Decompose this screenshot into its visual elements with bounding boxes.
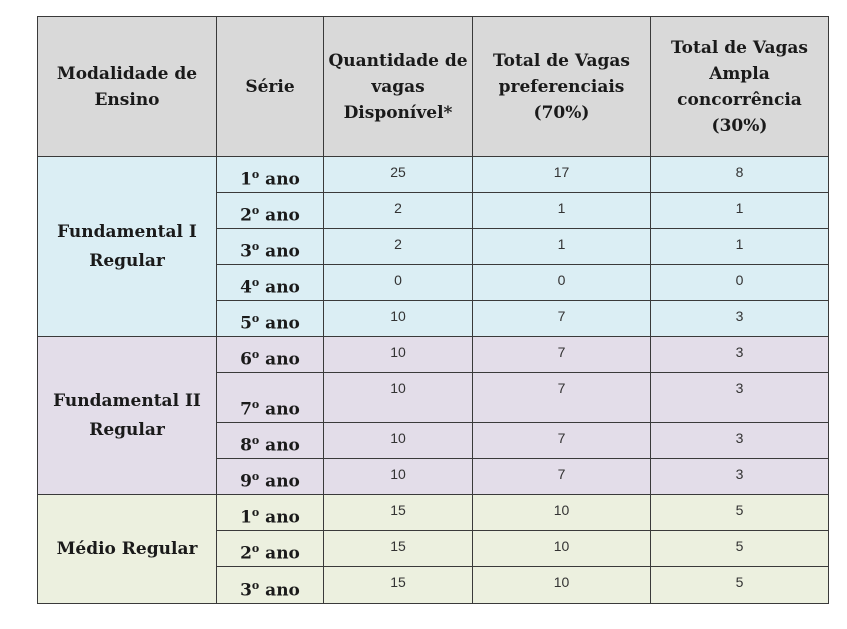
ampla-cell: 1	[651, 229, 829, 265]
ampla-cell: 5	[651, 495, 829, 531]
modalidade-cell: Fundamental I Regular	[38, 157, 217, 337]
preferenciais-cell: 0	[473, 265, 651, 301]
disponivel-cell: 15	[324, 567, 473, 604]
serie-cell: 1$^o$ ano	[217, 495, 324, 531]
ampla-cell: 3	[651, 373, 829, 423]
serie-cell: 1$^o$ ano	[217, 157, 324, 193]
vacancies-table	[37, 16, 829, 604]
preferenciais-cell: 7	[473, 373, 651, 423]
ampla-cell: 5	[651, 567, 829, 604]
header-row	[38, 17, 829, 157]
disponivel-cell: 10	[324, 337, 473, 373]
serie-cell: 2$^o$ ano	[217, 531, 324, 567]
preferenciais-cell: 10	[473, 531, 651, 567]
table-row	[38, 495, 829, 531]
disponivel-cell: 10	[324, 459, 473, 495]
header-ampla: Total de Vagas Ampla concorrência (30%)	[651, 17, 829, 157]
serie-cell: 3$^o$ ano	[217, 567, 324, 604]
disponivel-cell: 15	[324, 495, 473, 531]
serie-cell: 7$^o$ ano	[217, 373, 324, 423]
disponivel-cell: 0	[324, 265, 473, 301]
preferenciais-cell: 1	[473, 229, 651, 265]
preferenciais-cell: 17	[473, 157, 651, 193]
table-body	[38, 157, 829, 604]
ampla-cell: 5	[651, 531, 829, 567]
disponivel-cell: 10	[324, 373, 473, 423]
serie-cell: 2$^o$ ano	[217, 193, 324, 229]
ampla-cell: 3	[651, 337, 829, 373]
disponivel-cell: 2	[324, 193, 473, 229]
header-modalidade: Modalidade de Ensino	[38, 17, 217, 157]
disponivel-cell: 10	[324, 423, 473, 459]
disponivel-cell: 2	[324, 229, 473, 265]
modalidade-cell: Fundamental II Regular	[38, 337, 217, 495]
serie-cell: 6$^o$ ano	[217, 337, 324, 373]
ampla-cell: 3	[651, 301, 829, 337]
serie-cell: 3$^o$ ano	[217, 229, 324, 265]
disponivel-cell: 25	[324, 157, 473, 193]
ampla-cell: 1	[651, 193, 829, 229]
preferenciais-cell: 7	[473, 301, 651, 337]
table-row	[38, 337, 829, 373]
disponivel-cell: 15	[324, 531, 473, 567]
serie-cell: 9$^o$ ano	[217, 459, 324, 495]
preferenciais-cell: 7	[473, 337, 651, 373]
ampla-cell: 3	[651, 459, 829, 495]
serie-cell: 8$^o$ ano	[217, 423, 324, 459]
header-quantidade: Quantidade de vagas Disponível*	[324, 17, 473, 157]
modalidade-cell: Médio Regular	[38, 495, 217, 604]
preferenciais-cell: 7	[473, 423, 651, 459]
disponivel-cell: 10	[324, 301, 473, 337]
preferenciais-cell: 7	[473, 459, 651, 495]
ampla-cell: 3	[651, 423, 829, 459]
preferenciais-cell: 10	[473, 495, 651, 531]
serie-cell: 4$^o$ ano	[217, 265, 324, 301]
ampla-cell: 0	[651, 265, 829, 301]
ampla-cell: 8	[651, 157, 829, 193]
header-preferenciais: Total de Vagas preferenciais (70%)	[473, 17, 651, 157]
table-row	[38, 157, 829, 193]
header-serie: Série	[217, 17, 324, 157]
serie-cell: 5$^o$ ano	[217, 301, 324, 337]
preferenciais-cell: 10	[473, 567, 651, 604]
preferenciais-cell: 1	[473, 193, 651, 229]
